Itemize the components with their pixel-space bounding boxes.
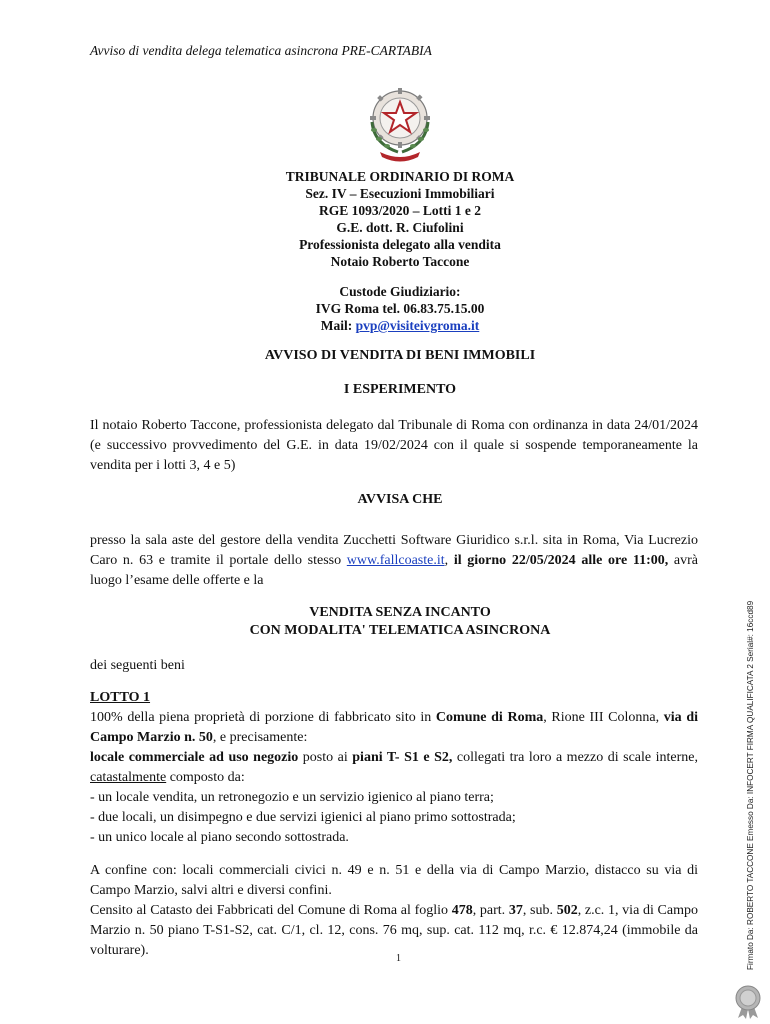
lotto-text: , Rione III Colonna, bbox=[543, 710, 664, 725]
dei-seguenti-text: dei seguenti beni bbox=[90, 658, 185, 673]
custode-title: Custode Giudiziario: bbox=[339, 284, 461, 299]
boundaries-section bbox=[90, 861, 698, 961]
custode-phone: IVG Roma tel. 06.83.75.15.00 bbox=[315, 301, 485, 316]
avvisa-che-heading: AVVISA CHE bbox=[357, 492, 443, 507]
presso-text-b: , bbox=[444, 553, 454, 568]
intro-paragraph: Il notaio Roberto Taccone, professionista delegato dal Tribunale di Roma con ordinanza in data 24/01/2024 (e successivo provvedimento del G.E. in data 19/02/2024 con il quale si sospende temporaneamente la vendita per i lotti 3, 4 e 5) bbox=[90, 418, 698, 473]
cadastral-foglio: 478 bbox=[451, 903, 473, 918]
custode-mail-label: Mail: bbox=[320, 318, 356, 333]
list-item: - un locale vendita, un retronegozio e un servizio igienico al piano terra; bbox=[90, 790, 494, 805]
auction-location-paragraph bbox=[90, 531, 698, 591]
lotto-text: composto da: bbox=[166, 770, 245, 785]
cadastral-text: , z.c. 1, via di Campo Marzio n. 50 piano T-S1-S2, cat. C/1, cl. 12, cons. 76 mq, sup. cat. 112 mq, r.c. € 12.874,24 (immobile da volturare). bbox=[90, 903, 698, 958]
cadastral-text: , sub. bbox=[522, 903, 557, 918]
court-name: TRIBUNALE ORDINARIO DI ROMA bbox=[285, 169, 515, 184]
list-item: - un unico locale al piano secondo sottostrada. bbox=[90, 830, 349, 845]
cadastral-sub: 502 bbox=[556, 903, 578, 918]
lotto-comune: Comune di Roma bbox=[435, 710, 544, 725]
running-header: Avviso di vendita delega telematica asincrona PRE-CARTABIA bbox=[90, 43, 432, 58]
lotto-text: posto ai bbox=[298, 750, 353, 765]
boundaries-paragraph: A confine con: locali commerciali civici n. 49 e n. 51 e della via di Campo Marzio, distacco su via di Campo Marzio, salvi altri e diversi confini. bbox=[90, 863, 698, 898]
court-rge: RGE 1093/2020 – Lotti 1 e 2 bbox=[319, 203, 481, 218]
lotto-floors: piani T- S1 e S2, bbox=[352, 750, 453, 765]
custode-block bbox=[90, 283, 710, 334]
lotto-title: LOTTO 1 bbox=[90, 690, 151, 705]
lotto-property-type bbox=[90, 748, 698, 788]
fallcoaste-link[interactable]: www.fallcoaste.it bbox=[346, 553, 445, 568]
sale-mode-line-2: CON MODALITA' TELEMATICA ASINCRONA bbox=[249, 623, 551, 638]
lotto-use: locale commerciale ad uso negozio bbox=[90, 750, 299, 765]
list-item: - due locali, un disimpegno e due servizi igienici al piano primo sottostrada; bbox=[90, 810, 516, 825]
lotto-text: , e precisamente: bbox=[212, 730, 308, 745]
cadastral-paragraph bbox=[90, 901, 698, 961]
lotto-section bbox=[90, 688, 698, 848]
italian-republic-emblem-icon bbox=[358, 78, 442, 162]
signature-seal-icon bbox=[732, 985, 764, 1019]
presso-text-c: avrà luogo l’esame delle offerte e la bbox=[90, 553, 699, 588]
court-delegate-name: Notaio Roberto Taccone bbox=[330, 254, 470, 269]
cadastral-part: 37 bbox=[508, 903, 523, 918]
custode-mail-link[interactable]: pvp@visiteivgroma.it bbox=[355, 318, 480, 333]
lotto-catastalmente: catastalmente bbox=[90, 770, 167, 785]
lotto-address: via di Campo Marzio n. 50 bbox=[90, 710, 698, 745]
cadastral-text: Censito al Catasto dei Fabbricati del Comune di Roma al foglio bbox=[90, 903, 452, 918]
court-info-block bbox=[90, 168, 710, 270]
lotto-text: collegati tra loro a mezzo di scale interne, bbox=[452, 750, 698, 765]
experiment-title: I ESPERIMENTO bbox=[343, 382, 457, 397]
court-judge: G.E. dott. R. Ciufolini bbox=[336, 220, 464, 235]
digital-signature-stamp: Firmato Da: ROBERTO TACCONE Emesso Da: INFOCERT FIRMA QUALIFICATA 2 Serial#: 16ccd89 bbox=[746, 600, 755, 970]
lotto-text: 100% della piena proprietà di porzione di fabbricato sito in bbox=[90, 710, 436, 725]
page-number: 1 bbox=[396, 953, 401, 964]
lotto-description bbox=[90, 708, 698, 748]
presso-text-a: presso la sala aste del gestore della vendita Zucchetti Software Giuridico s.r.l. sita in Roma, Via Lucrezio Caro n. 63 e tramite il portale dello stesso bbox=[90, 533, 698, 568]
court-section: Sez. IV – Esecuzioni Immobiliari bbox=[305, 186, 495, 201]
cadastral-text: , part. bbox=[472, 903, 509, 918]
auction-date: il giorno 22/05/2024 alle ore 11:00, bbox=[453, 553, 669, 568]
sale-mode-line-1: VENDITA SENZA INCANTO bbox=[309, 605, 491, 620]
sale-mode-heading bbox=[90, 604, 710, 640]
court-delegate-role: Professionista delegato alla vendita bbox=[299, 237, 501, 252]
notice-title: AVVISO DI VENDITA DI BENI IMMOBILI bbox=[264, 348, 536, 363]
custode-mail-line bbox=[90, 317, 710, 334]
